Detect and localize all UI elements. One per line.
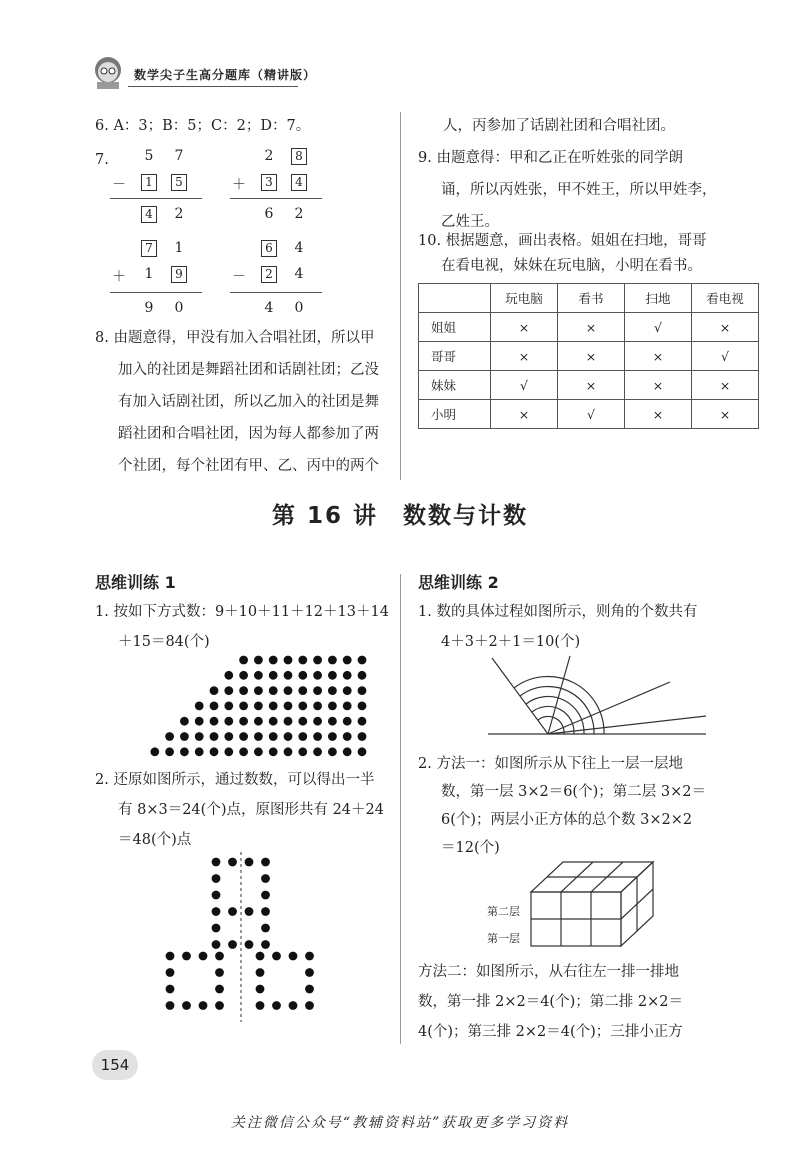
table-cell: ×	[491, 313, 558, 342]
dot	[195, 747, 204, 756]
table-cell: ×	[692, 313, 759, 342]
item-10-line-2: 在看电视，妹妹在玩电脑，小明在看书。	[441, 258, 702, 274]
dot	[256, 985, 265, 994]
answer-box: 7	[141, 240, 157, 257]
cube-stack-figure	[527, 858, 667, 950]
dot	[199, 1001, 208, 1010]
dot	[212, 858, 221, 867]
dot	[328, 732, 337, 741]
dot	[358, 702, 367, 711]
lesson-title: 第 16 讲 数数与计数	[271, 503, 529, 529]
dot	[182, 952, 191, 961]
dot	[284, 717, 293, 726]
addition-puzzle-1	[110, 144, 202, 234]
dot	[224, 702, 233, 711]
digit: 7	[174, 148, 184, 164]
table-cell: √	[692, 342, 759, 371]
s2-item-2-line-1: 2. 方法一：如图所示从下往上一层一层地	[418, 756, 683, 772]
s1-item-1-line-1: 1. 按如下方式数：9＋10＋11＋12＋13＋14	[95, 604, 389, 620]
dot	[269, 747, 278, 756]
dot	[305, 985, 314, 994]
answer-box: 3	[261, 174, 277, 191]
dot	[305, 1001, 314, 1010]
table-header-cell: 扫地	[625, 284, 692, 313]
table-header-cell: 看电视	[692, 284, 759, 313]
dot	[298, 702, 307, 711]
dot	[256, 968, 265, 977]
dot	[254, 747, 263, 756]
item-8-continued: 人，丙参加了话剧社团和合唱社团。	[443, 118, 675, 134]
dot	[254, 656, 263, 665]
dot	[254, 702, 263, 711]
header-rule	[128, 86, 298, 87]
dot	[261, 924, 270, 933]
answer-box: 9	[171, 266, 187, 283]
s2-item-2-line-2: 数，第一层 3×2＝6(个)；第二层 3×2＝	[441, 784, 706, 800]
dot	[224, 686, 233, 695]
dot	[305, 952, 314, 961]
dot	[269, 656, 278, 665]
item-8-line-2: 加入的社团是舞蹈社团和话剧社团；乙没	[118, 362, 379, 378]
s2-item-2-line-4: ＝12(个)	[441, 840, 500, 856]
book-title: 数学尖子生高分题库（精讲版）	[134, 68, 317, 82]
dot	[224, 747, 233, 756]
dot	[212, 924, 221, 933]
section-heading-1: 思维训练 1	[95, 573, 176, 592]
dot	[261, 858, 270, 867]
item-9-line-3: 乙姓王。	[441, 214, 499, 230]
dot	[224, 732, 233, 741]
dot	[284, 747, 293, 756]
table-cell: ×	[692, 371, 759, 400]
dot	[228, 940, 237, 949]
answer-box: 4	[141, 206, 157, 223]
dot	[239, 717, 248, 726]
dot	[195, 732, 204, 741]
item-6: 6. A：3；B：5；C：2；D：7。	[95, 118, 311, 134]
section-heading-2: 思维训练 2	[418, 573, 499, 592]
table-header-cell: 看书	[558, 284, 625, 313]
dot	[313, 702, 322, 711]
sum-rule	[110, 198, 202, 199]
dot	[343, 671, 352, 680]
dot	[343, 686, 352, 695]
digit: 1	[144, 266, 154, 282]
dot	[180, 732, 189, 741]
dot	[212, 940, 221, 949]
digit: 4	[294, 240, 304, 256]
dot	[228, 858, 237, 867]
table-cell: 小明	[419, 400, 491, 429]
dot	[224, 671, 233, 680]
item-7-label: 7.	[95, 152, 109, 168]
table-header-row	[419, 284, 759, 313]
dot	[165, 747, 174, 756]
column-divider	[400, 112, 401, 480]
dot	[298, 671, 307, 680]
item-8-line-5: 个社团，每个社团有甲、乙、丙中的两个	[118, 458, 379, 474]
dot	[343, 717, 352, 726]
sum-rule	[230, 292, 322, 293]
s2-item-2-line-3: 6(个)；两层小正方体的总个数 3×2×2	[441, 812, 693, 828]
dot	[358, 686, 367, 695]
s2-method2-line-2: 数，第一排 2×2＝4(个)；第二排 2×2＝	[418, 994, 683, 1010]
dot	[166, 968, 175, 977]
table-header-cell	[419, 284, 491, 313]
dot	[180, 717, 189, 726]
s2-item-1-line-1: 1. 数的具体过程如图所示，则角的个数共有	[418, 604, 698, 620]
digit: 9	[144, 300, 154, 316]
dot	[210, 747, 219, 756]
table-row	[419, 400, 759, 429]
table-cell: ×	[491, 400, 558, 429]
dot	[298, 747, 307, 756]
item-10-line-1: 10. 根据题意，画出表格。姐姐在扫地，哥哥	[418, 233, 707, 249]
dot	[328, 747, 337, 756]
dot	[284, 686, 293, 695]
dot	[150, 747, 159, 756]
angle-counting-figure	[488, 654, 718, 738]
dot	[215, 952, 224, 961]
table-cell: ×	[558, 313, 625, 342]
dot	[328, 717, 337, 726]
digit: 1	[174, 240, 184, 256]
sum-rule	[230, 198, 322, 199]
dot	[199, 952, 208, 961]
digit: 0	[174, 300, 184, 316]
dot	[328, 702, 337, 711]
dot	[210, 717, 219, 726]
dot	[358, 732, 367, 741]
dot	[343, 656, 352, 665]
table-cell: 妹妹	[419, 371, 491, 400]
s2-method2-line-1: 方法二：如图所示，从右往左一排一排地	[418, 964, 679, 980]
dot	[269, 702, 278, 711]
dot	[215, 1001, 224, 1010]
item-9-line-1: 9. 由题意得：甲和乙正在听姓张的同学朗	[418, 150, 683, 166]
dot	[272, 952, 281, 961]
addition-puzzle-3	[110, 236, 202, 326]
dot	[212, 874, 221, 883]
s1-item-1-line-2: ＋15＝84(个)	[118, 634, 210, 650]
dot	[289, 1001, 298, 1010]
dot	[313, 656, 322, 665]
dot	[313, 671, 322, 680]
dot	[228, 907, 237, 916]
dot	[239, 702, 248, 711]
dot	[358, 671, 367, 680]
dot	[269, 717, 278, 726]
dot	[289, 952, 298, 961]
table-cell: ×	[558, 371, 625, 400]
dot	[313, 747, 322, 756]
dot	[180, 747, 189, 756]
operator: ＋	[232, 177, 246, 193]
mascot-logo	[88, 52, 128, 92]
operator: －	[112, 177, 126, 193]
answer-box: 8	[291, 148, 307, 165]
table-row	[419, 313, 759, 342]
dot	[166, 1001, 175, 1010]
dot	[239, 671, 248, 680]
dot	[254, 671, 263, 680]
dot	[215, 985, 224, 994]
dot	[305, 968, 314, 977]
digit: 2	[294, 206, 304, 222]
dot	[195, 702, 204, 711]
label-first-layer: 第一层	[487, 932, 520, 945]
addition-puzzle-2	[230, 144, 322, 234]
answer-box: 4	[291, 174, 307, 191]
dot	[239, 732, 248, 741]
table-header-cell: 玩电脑	[491, 284, 558, 313]
dot	[358, 747, 367, 756]
dot	[343, 732, 352, 741]
dot	[239, 747, 248, 756]
digit: 6	[264, 206, 274, 222]
dot	[261, 907, 270, 916]
table-row	[419, 371, 759, 400]
s2-item-1-line-2: 4＋3＋2＋1＝10(个)	[441, 634, 581, 650]
item-9-line-2: 诵，所以丙姓张，甲不姓王，所以甲姓李，	[441, 182, 717, 198]
dot	[343, 702, 352, 711]
digit: 2	[174, 206, 184, 222]
addition-puzzle-4	[230, 236, 322, 326]
table-cell: √	[558, 400, 625, 429]
label-second-layer: 第二层	[487, 905, 520, 918]
dot	[328, 671, 337, 680]
dot	[284, 702, 293, 711]
dot	[261, 940, 270, 949]
dot	[165, 732, 174, 741]
answer-box: 2	[261, 266, 277, 283]
trapezoid-dot-figure	[140, 652, 380, 760]
s1-item-2-line-1: 2. 还原如图所示，通过数数，可以得出一半	[95, 772, 375, 788]
answer-table	[418, 283, 759, 429]
item-8-line-4: 蹈社团和合唱社团，因为每人都参加了两	[118, 426, 379, 442]
dot	[313, 732, 322, 741]
s1-item-2-line-2: 有 8×3＝24(个)点，原图形共有 24＋24	[118, 802, 384, 818]
dot	[254, 732, 263, 741]
dot	[239, 686, 248, 695]
dot	[245, 907, 254, 916]
dot	[254, 686, 263, 695]
table-cell: 哥哥	[419, 342, 491, 371]
dot	[182, 1001, 191, 1010]
operator: ＋	[112, 269, 126, 285]
dot	[239, 656, 248, 665]
sum-rule	[110, 292, 202, 293]
table-cell: ×	[558, 342, 625, 371]
s1-item-2-line-3: ＝48(个)点	[118, 832, 192, 848]
dot	[269, 732, 278, 741]
dot	[212, 891, 221, 900]
dot	[166, 952, 175, 961]
dot	[261, 891, 270, 900]
dot	[272, 1001, 281, 1010]
dot	[313, 717, 322, 726]
digit: 0	[294, 300, 304, 316]
dot	[215, 968, 224, 977]
dot	[256, 1001, 265, 1010]
dot	[269, 686, 278, 695]
dot	[298, 732, 307, 741]
table-cell: ×	[625, 400, 692, 429]
dot	[358, 656, 367, 665]
answer-box: 5	[171, 174, 187, 191]
table-cell: √	[491, 371, 558, 400]
table-cell: ×	[625, 371, 692, 400]
digit: 4	[264, 300, 274, 316]
answer-box: 6	[261, 240, 277, 257]
digit: 4	[294, 266, 304, 282]
table-cell: ×	[625, 342, 692, 371]
dot	[358, 717, 367, 726]
dot	[256, 952, 265, 961]
answer-box: 1	[141, 174, 157, 191]
dot	[224, 717, 233, 726]
page-number: 154	[92, 1050, 138, 1080]
dot	[261, 874, 270, 883]
dot	[210, 686, 219, 695]
item-8-line-3: 有加入话剧社团，所以乙加入的社团是舞	[118, 394, 379, 410]
dot	[195, 717, 204, 726]
table-cell: √	[625, 313, 692, 342]
dot	[313, 686, 322, 695]
table-cell: ×	[491, 342, 558, 371]
dot	[210, 702, 219, 711]
table-cell: 姐姐	[419, 313, 491, 342]
s2-method2-line-3: 4(个)；第三排 2×2＝4(个)；三排小正方	[418, 1024, 683, 1040]
digit: 2	[264, 148, 274, 164]
dot	[298, 717, 307, 726]
dot	[245, 940, 254, 949]
operator: －	[232, 269, 246, 285]
dot	[284, 732, 293, 741]
item-8-line-1: 8. 由题意得，甲没有加入合唱社团，所以甲	[95, 330, 375, 346]
dot	[210, 732, 219, 741]
restored-dot-figure	[160, 852, 320, 1032]
dot	[284, 656, 293, 665]
dot	[328, 686, 337, 695]
footer-watermark: 关注微信公众号“教辅资料站”获取更多学习资料	[230, 1115, 570, 1131]
dot	[343, 747, 352, 756]
dot	[254, 717, 263, 726]
table-row	[419, 342, 759, 371]
table-cell: ×	[692, 400, 759, 429]
dot	[166, 985, 175, 994]
digit: 5	[144, 148, 154, 164]
column-divider	[400, 574, 401, 1044]
dot	[284, 671, 293, 680]
dot	[328, 656, 337, 665]
dot	[245, 858, 254, 867]
dot	[212, 907, 221, 916]
dot	[298, 656, 307, 665]
dot	[269, 671, 278, 680]
dot	[298, 686, 307, 695]
